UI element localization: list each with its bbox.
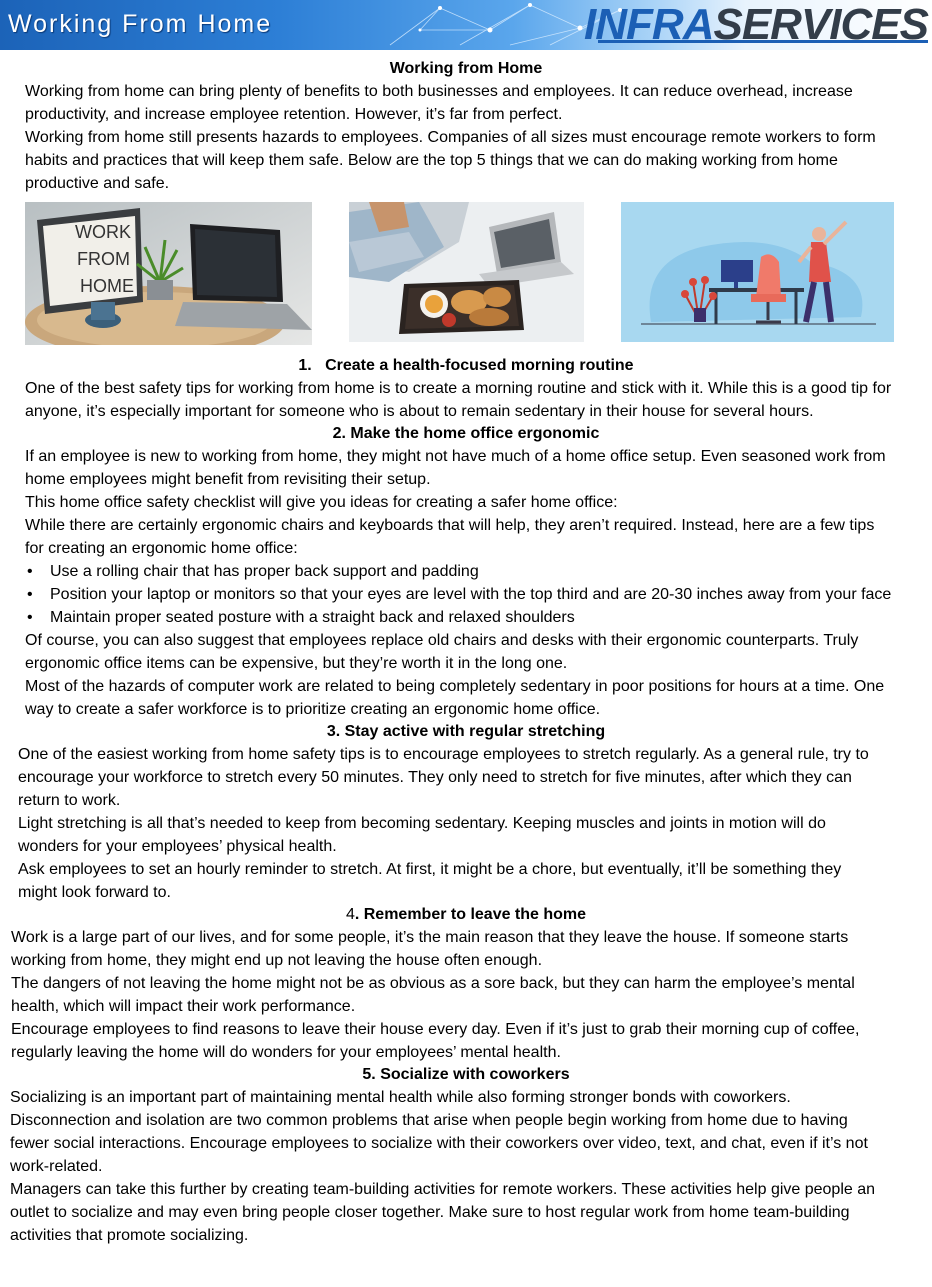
section-3-paragraph-1: One of the easiest working from home safety tips is to encourage employees to stretch regularly. As a general rule, try to encourage your workforce to stretch every 50 minutes. They only need to stretch for five minutes, after which they can return to work. [18, 746, 869, 809]
section-1-paragraph-1: One of the best safety tips for working from home is to create a morning routine and stick with it. While this is a good tip for anyone, it’s especially important for someone who is about to remain sedentary in their house for several hours. [25, 380, 892, 420]
banner-title: Working From Home [8, 10, 273, 38]
sign-word-2: FROM [77, 249, 130, 269]
section-2-paragraph-5: Most of the hazards of computer work are related to being completely sedentary in poor positions for hours at a time. One way to create a safer workforce is to prioritize creating an ergonomic home office. [25, 678, 885, 718]
photo-breakfast-laptop [349, 202, 584, 342]
list-item: • Use a rolling chair that has proper back support and padding [25, 560, 892, 583]
photo-strip [0, 202, 932, 355]
section-2-paragraph-2: This home office safety checklist will give you ideas for creating a safer home office: [25, 494, 618, 511]
section-2-paragraph-1: If an employee is new to working from home, they might not have much of a home office setup. Even seasoned work from home employees might benefit from revisiting their setup. [25, 448, 886, 488]
article-content [0, 58, 932, 1247]
section-5-heading: 5. Socialize with coworkers [362, 1066, 570, 1083]
section-3-paragraph-3: Ask employees to set an hourly reminder to stretch. At first, it might be a chore, but eventually, it’ll be something they might look forward to. [18, 861, 842, 901]
work-from-home-desk-photo-icon [25, 202, 312, 345]
sign-word-3: HOME [80, 276, 134, 296]
section-4-paragraph-2: The dangers of not leaving the home might not be as obvious as a sore back, but they can harm the employee’s mental health, which will impact their work performance. [11, 975, 855, 1015]
section-5-paragraph-2: Managers can take this further by creating team-building activities for remote workers. These activities help give people an outlet to socialize and may even bring people closer together. Make sure to host regular work from home team-building activities that promote socializing. [10, 1181, 876, 1244]
section-2-paragraph-3: While there are certainly ergonomic chairs and keyboards that will help, they aren’t required. Instead, here are a few tips for creating an ergonomic home office: [25, 517, 875, 557]
ergonomic-tips-list [0, 560, 932, 629]
intro-heading: Working from Home [389, 60, 543, 77]
photo-stretching-illustration [621, 202, 894, 342]
breakfast-in-bed-laptop-photo-icon [349, 202, 584, 342]
header-banner [0, 0, 932, 50]
section-4-paragraph-3: Encourage employees to find reasons to leave their house every day. Even if it’s just to grab their morning cup of coffee, regularly leaving the home will do wonders for your employees’ mental health. [11, 1021, 860, 1061]
logo-infra-text: INFRA [584, 0, 714, 49]
infraservices-logo [584, 0, 928, 50]
section-4-title: . Remember to leave the home [354, 906, 587, 923]
list-item: • Position your laptop or monitors so that your eyes are level with the top third and are 20-30 inches away from your face [25, 583, 892, 606]
section-3-heading: 3. Stay active with regular stretching [326, 723, 606, 740]
section-1-heading [0, 355, 932, 377]
section-2-paragraph-4: Of course, you can also suggest that employees replace old chairs and desks with their ergonomic counterparts. Truly ergonomic office items can be expensive, but they’re worth it in the long one. [25, 632, 859, 672]
section-5-paragraph-1: Socializing is an important part of maintaining mental health while also forming stronger bonds with coworkers. Disconnection and isolation are two common problems that arise when people begin working from home due to having fewer social interactions. Encourage employees to socialize with their coworkers over video, text, and chat, even if it’s not work-related. [10, 1089, 868, 1175]
section-4-paragraph-1: Work is a large part of our lives, and for some people, it’s the main reason that they leave the house. If someone starts working from home, they might end up not leaving the house often enough. [11, 929, 849, 969]
section-1-number: 1. [298, 357, 312, 374]
section-1-title: Create a health-focused morning routine [325, 357, 634, 374]
list-item: • Maintain proper seated posture with a straight back and relaxed shoulders [25, 606, 892, 629]
section-2-heading: 2. Make the home office ergonomic [332, 425, 600, 442]
sign-word-1: WORK [75, 222, 131, 242]
section-3-paragraph-2: Light stretching is all that’s needed to keep from becoming sedentary. Keeping muscles and joints in motion will do wonders for your employees’ physical health. [18, 815, 826, 855]
logo-services-text: SERVICES [713, 0, 928, 49]
section-4-number: 4 [345, 906, 355, 923]
intro-paragraph-2: Working from home still presents hazards to employees. Companies of all sizes must encourage remote workers to form habits and practices that will keep them safe. Below are the top 5 things that we can do making working from home productive and safe. [25, 129, 876, 192]
photo-work-from-home-sign [25, 202, 312, 345]
intro-paragraph-1: Working from home can bring plenty of benefits to both businesses and employees. It can reduce overhead, increase productivity, and increase employee retention. However, it’s far from perfect. [25, 83, 853, 123]
section-4-heading [0, 904, 932, 926]
stretching-at-desk-illustration-icon [621, 202, 894, 342]
